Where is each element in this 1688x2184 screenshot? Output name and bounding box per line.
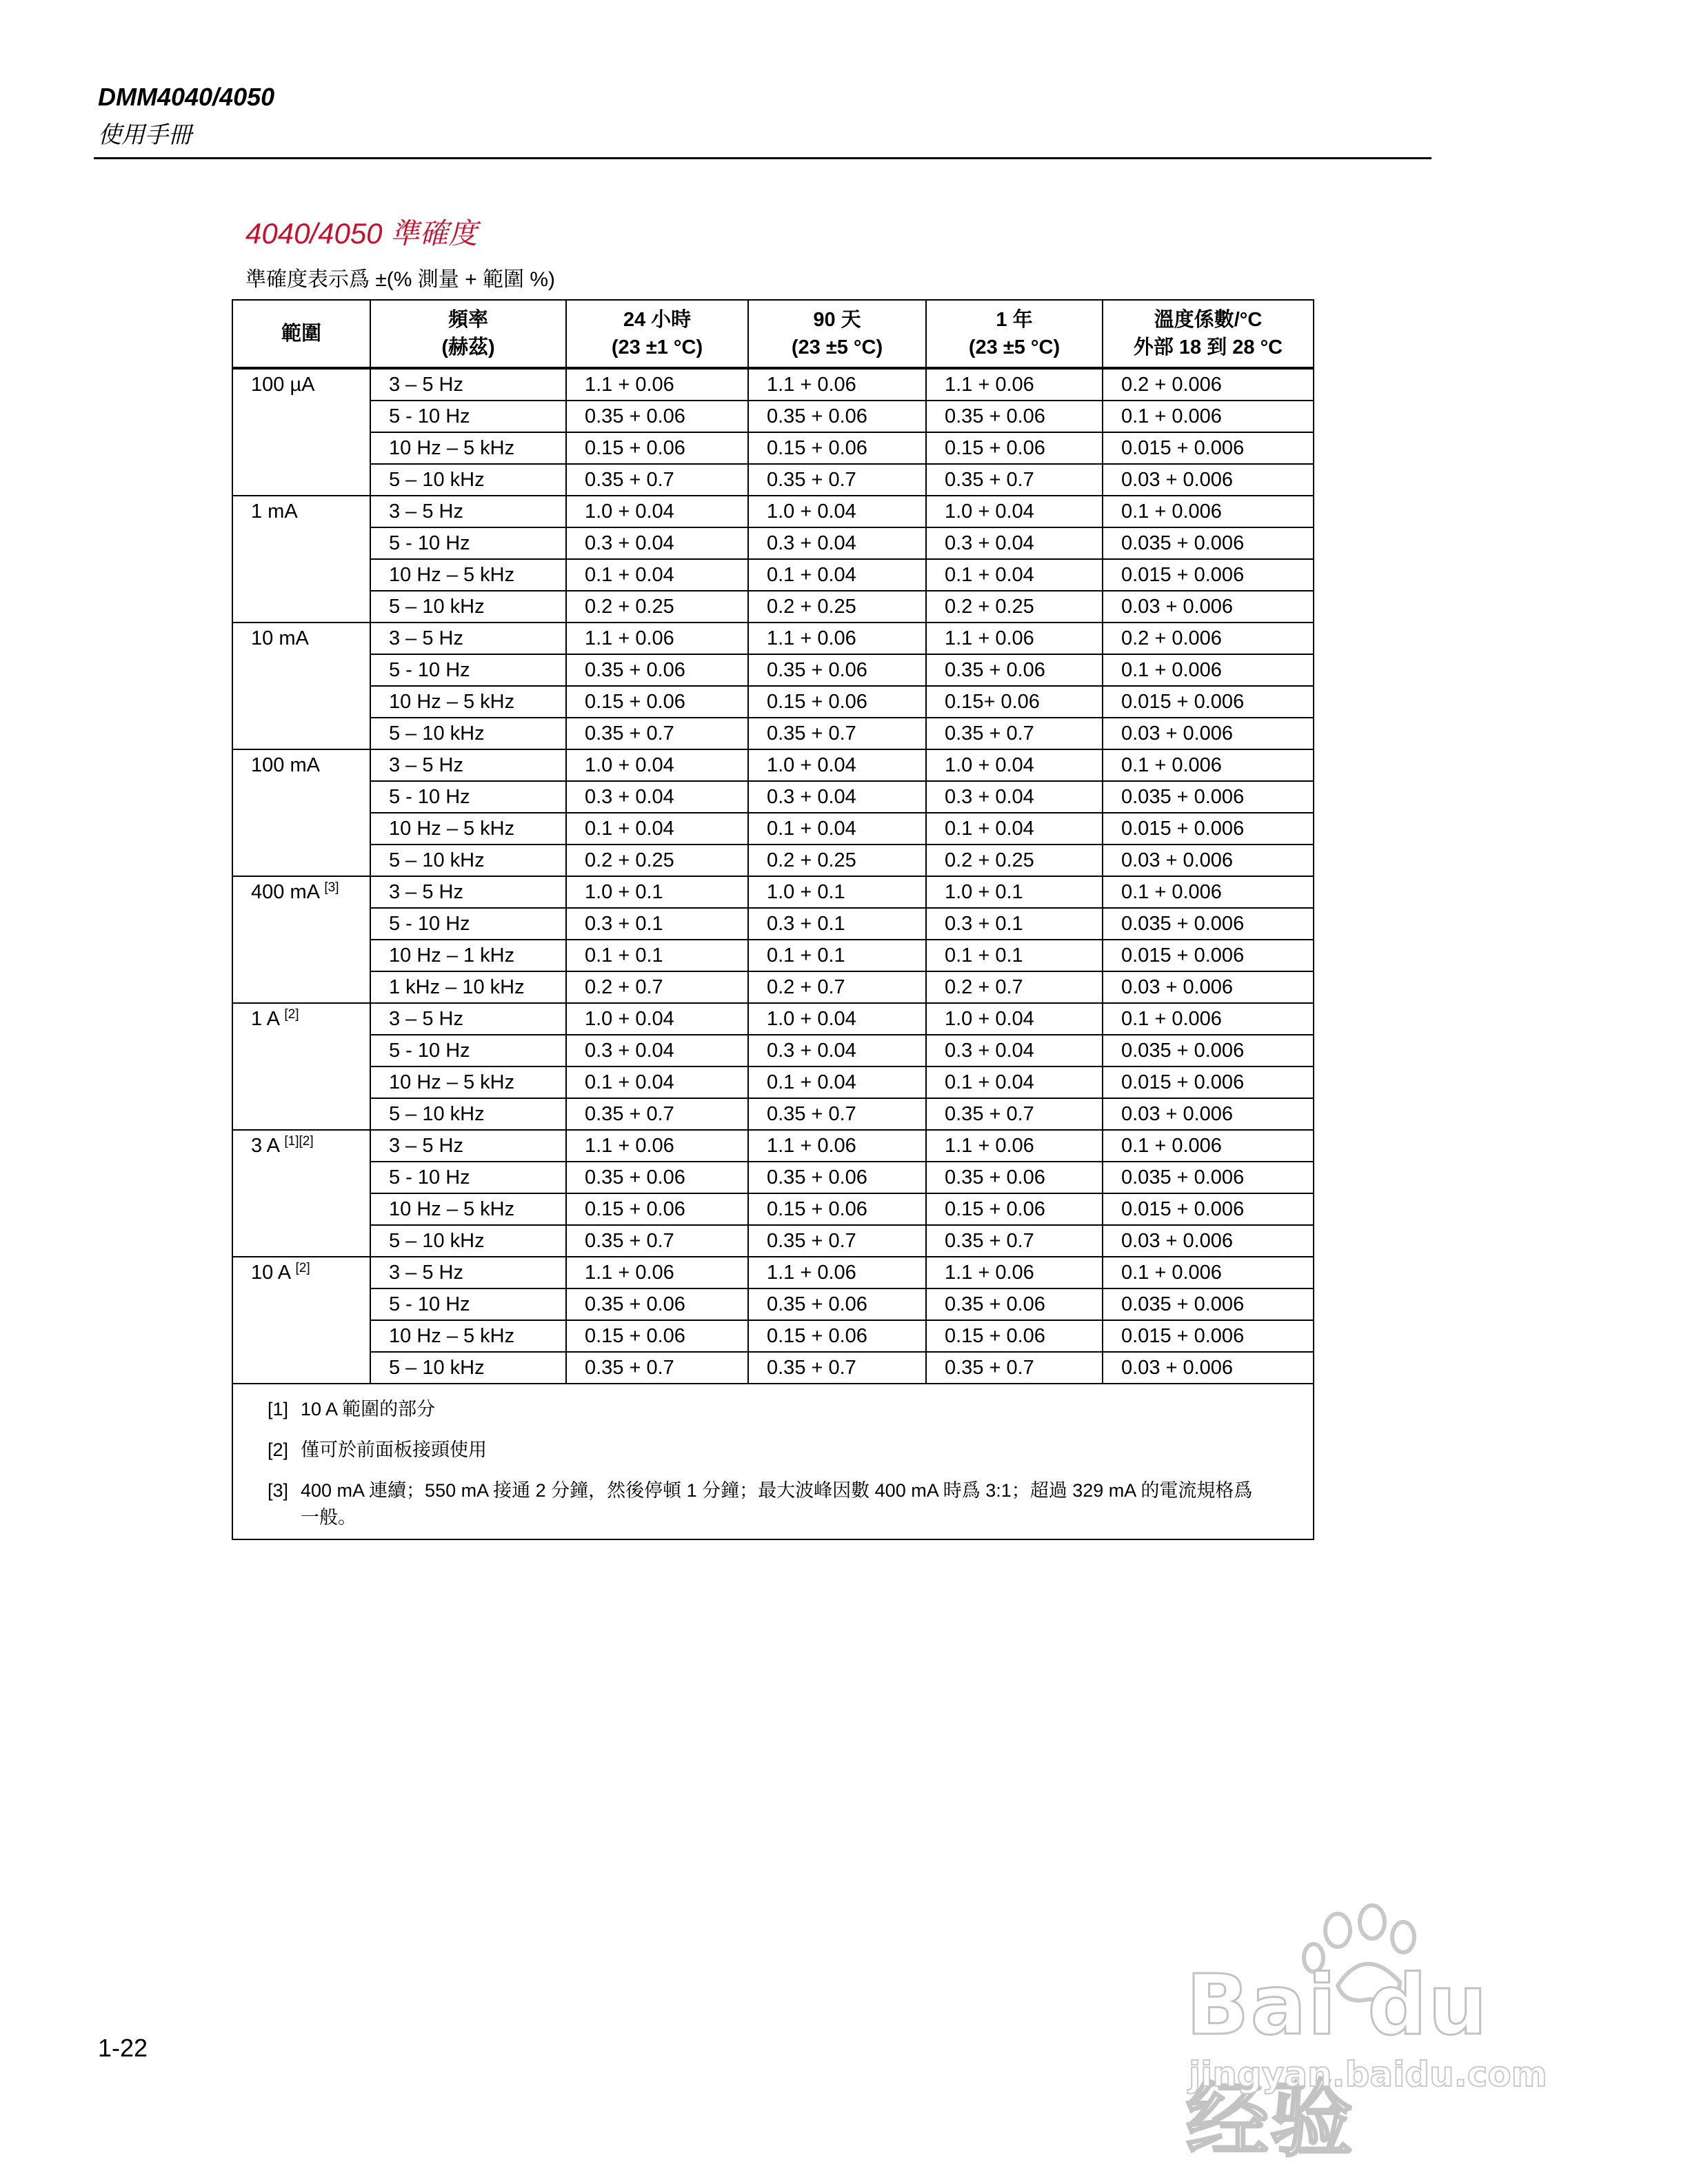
table-row [232, 496, 1314, 527]
header-temp-coefficient: 溫度係數/°C 外部 18 到 28 °C [1103, 300, 1314, 368]
table-row [232, 1162, 1314, 1193]
24-hour-cell: 1.0 + 0.04 [566, 749, 748, 781]
temp-coefficient-cell: 0.015 + 0.006 [1103, 813, 1314, 845]
1-year-cell: 0.35 + 0.7 [926, 1352, 1103, 1384]
frequency-cell: 10 Hz – 5 kHz [370, 559, 566, 591]
table-row [232, 401, 1314, 432]
temp-coefficient-cell: 0.015 + 0.006 [1103, 1066, 1314, 1098]
24-hour-cell: 0.35 + 0.06 [566, 401, 748, 432]
90-day-cell: 1.0 + 0.04 [748, 749, 926, 781]
90-day-cell: 1.0 + 0.04 [748, 496, 926, 527]
temp-coefficient-cell: 0.03 + 0.006 [1103, 845, 1314, 876]
90-day-cell: 0.1 + 0.04 [748, 1066, 926, 1098]
90-day-cell: 0.35 + 0.06 [748, 1288, 926, 1320]
table-row [232, 368, 1314, 401]
frequency-cell: 5 – 10 kHz [370, 591, 566, 623]
range-cell [232, 749, 370, 876]
range-cell [232, 1003, 370, 1130]
frequency-cell: 3 – 5 Hz [370, 876, 566, 908]
90-day-cell: 0.1 + 0.04 [748, 813, 926, 845]
90-day-cell: 0.35 + 0.7 [748, 464, 926, 496]
1-year-cell: 1.0 + 0.04 [926, 496, 1103, 527]
frequency-cell: 3 – 5 Hz [370, 1257, 566, 1288]
table-row [232, 1257, 1314, 1288]
1-year-cell: 1.1 + 0.06 [926, 1130, 1103, 1162]
frequency-cell: 5 - 10 Hz [370, 781, 566, 813]
temp-coefficient-cell: 0.03 + 0.006 [1103, 1225, 1314, 1257]
24-hour-cell: 0.35 + 0.06 [566, 1162, 748, 1193]
90-day-cell: 0.15 + 0.06 [748, 432, 926, 464]
24-hour-cell: 0.1 + 0.1 [566, 940, 748, 971]
frequency-cell: 5 - 10 Hz [370, 527, 566, 559]
90-day-cell: 0.1 + 0.1 [748, 940, 926, 971]
temp-coefficient-cell: 0.035 + 0.006 [1103, 1035, 1314, 1066]
temp-coefficient-cell: 0.015 + 0.006 [1103, 1320, 1314, 1352]
temp-coefficient-cell: 0.03 + 0.006 [1103, 971, 1314, 1003]
24-hour-cell: 0.35 + 0.06 [566, 654, 748, 686]
footnote-3: [3] 400 mA 連續；550 mA 接通 2 分鐘，然後停頓 1 分鐘；最大波峰因數 400 mA 時爲 3:1；超過 329 mA 的電流規格爲 一般。 [268, 1480, 1253, 1528]
24-hour-cell: 1.1 + 0.06 [566, 623, 748, 654]
frequency-cell: 5 – 10 kHz [370, 1352, 566, 1384]
range-label: 10 A [251, 1262, 290, 1284]
watermark-brand: Bai du 经验 [1186, 1958, 1489, 2168]
1-year-cell: 0.35 + 0.7 [926, 1225, 1103, 1257]
90-day-cell: 0.35 + 0.7 [748, 1098, 926, 1130]
table-row [232, 781, 1314, 813]
24-hour-cell: 1.1 + 0.06 [566, 1257, 748, 1288]
frequency-cell: 3 – 5 Hz [370, 1130, 566, 1162]
range-cell [232, 368, 370, 496]
range-label: 100 µA [251, 374, 315, 396]
range-label: 1 A [251, 1008, 279, 1030]
1-year-cell: 0.35 + 0.7 [926, 718, 1103, 749]
table-row [232, 591, 1314, 623]
table-row [232, 464, 1314, 496]
1-year-cell: 1.0 + 0.04 [926, 1003, 1103, 1035]
24-hour-cell: 0.1 + 0.04 [566, 813, 748, 845]
1-year-cell: 0.15 + 0.06 [926, 1320, 1103, 1352]
accuracy-note: 準確度表示爲 ±(% 測量 + 範圍 %) [245, 268, 555, 291]
frequency-cell: 3 – 5 Hz [370, 1003, 566, 1035]
range-cell [232, 496, 370, 623]
table-row [232, 527, 1314, 559]
table-row [232, 1003, 1314, 1035]
24-hour-cell: 0.2 + 0.25 [566, 591, 748, 623]
temp-coefficient-cell: 0.2 + 0.006 [1103, 623, 1314, 654]
temp-coefficient-cell: 0.03 + 0.006 [1103, 718, 1314, 749]
24-hour-cell: 0.15 + 0.06 [566, 1320, 748, 1352]
1-year-cell: 0.35 + 0.06 [926, 1288, 1103, 1320]
1-year-cell: 1.0 + 0.04 [926, 749, 1103, 781]
table-row [232, 1066, 1314, 1098]
table-row [232, 1320, 1314, 1352]
90-day-cell: 1.0 + 0.04 [748, 1003, 926, 1035]
temp-coefficient-cell: 0.1 + 0.006 [1103, 1257, 1314, 1288]
1-year-cell: 0.35 + 0.06 [926, 1162, 1103, 1193]
temp-coefficient-cell: 0.03 + 0.006 [1103, 1352, 1314, 1384]
temp-coefficient-cell: 0.1 + 0.006 [1103, 1003, 1314, 1035]
1-year-cell: 0.35 + 0.7 [926, 1098, 1103, 1130]
1-year-cell: 0.1 + 0.04 [926, 559, 1103, 591]
temp-coefficient-cell: 0.1 + 0.006 [1103, 654, 1314, 686]
table-row [232, 1225, 1314, 1257]
temp-coefficient-cell: 0.1 + 0.006 [1103, 876, 1314, 908]
accuracy-table [232, 299, 1314, 1540]
footnote-2: [2] 僅可於前面板接頭使用 [268, 1439, 487, 1460]
24-hour-cell: 0.35 + 0.7 [566, 1225, 748, 1257]
document-subtitle: 使用手冊 [98, 122, 192, 148]
24-hour-cell: 0.35 + 0.7 [566, 464, 748, 496]
footnote-reference: [3] [324, 880, 339, 895]
frequency-cell: 10 Hz – 5 kHz [370, 1193, 566, 1225]
24-hour-cell: 0.2 + 0.7 [566, 971, 748, 1003]
frequency-cell: 3 – 5 Hz [370, 623, 566, 654]
24-hour-cell: 0.35 + 0.7 [566, 718, 748, 749]
range-cell [232, 876, 370, 1003]
header-90-day: 90 天 (23 ±5 °C) [748, 300, 926, 368]
watermark-url: jingyan.baidu.com [1189, 2054, 1547, 2094]
1-year-cell: 0.2 + 0.25 [926, 591, 1103, 623]
range-cell [232, 1257, 370, 1384]
table-row [232, 718, 1314, 749]
range-cell [232, 1130, 370, 1257]
table-row [232, 432, 1314, 464]
1-year-cell: 0.3 + 0.1 [926, 908, 1103, 940]
90-day-cell: 0.15 + 0.06 [748, 686, 926, 718]
90-day-cell: 0.35 + 0.7 [748, 718, 926, 749]
24-hour-cell: 0.2 + 0.25 [566, 845, 748, 876]
24-hour-cell: 0.15 + 0.06 [566, 1193, 748, 1225]
footnote-reference: [2] [295, 1261, 310, 1275]
1-year-cell: 0.35 + 0.06 [926, 401, 1103, 432]
frequency-cell: 5 - 10 Hz [370, 1035, 566, 1066]
baidu-watermark [1186, 1903, 1572, 2168]
frequency-cell: 10 Hz – 5 kHz [370, 432, 566, 464]
range-label: 1 mA [251, 501, 298, 523]
table-row [232, 686, 1314, 718]
1-year-cell: 0.35 + 0.06 [926, 654, 1103, 686]
header-frequency: 頻率 (赫茲) [370, 300, 566, 368]
table-row [232, 1193, 1314, 1225]
24-hour-cell: 0.1 + 0.04 [566, 559, 748, 591]
1-year-cell: 0.35 + 0.7 [926, 464, 1103, 496]
temp-coefficient-cell: 0.1 + 0.006 [1103, 496, 1314, 527]
temp-coefficient-cell: 0.015 + 0.006 [1103, 559, 1314, 591]
1-year-cell: 0.3 + 0.04 [926, 1035, 1103, 1066]
frequency-cell: 10 Hz – 1 kHz [370, 940, 566, 971]
1-year-cell: 0.15+ 0.06 [926, 686, 1103, 718]
24-hour-cell: 0.3 + 0.04 [566, 781, 748, 813]
24-hour-cell: 0.15 + 0.06 [566, 686, 748, 718]
temp-coefficient-cell: 0.03 + 0.006 [1103, 464, 1314, 496]
90-day-cell: 0.2 + 0.7 [748, 971, 926, 1003]
page-number: 1-22 [98, 2034, 148, 2062]
1-year-cell: 0.15 + 0.06 [926, 432, 1103, 464]
table-row [232, 908, 1314, 940]
frequency-cell: 3 – 5 Hz [370, 749, 566, 781]
1-year-cell: 0.1 + 0.04 [926, 813, 1103, 845]
range-label: 400 mA [251, 881, 319, 903]
frequency-cell: 3 – 5 Hz [370, 496, 566, 527]
24-hour-cell: 0.1 + 0.04 [566, 1066, 748, 1098]
frequency-cell: 5 – 10 kHz [370, 718, 566, 749]
temp-coefficient-cell: 0.015 + 0.006 [1103, 432, 1314, 464]
footnote-row [232, 1384, 1314, 1539]
frequency-cell: 10 Hz – 5 kHz [370, 1066, 566, 1098]
temp-coefficient-cell: 0.015 + 0.006 [1103, 686, 1314, 718]
table-row [232, 813, 1314, 845]
frequency-cell: 5 - 10 Hz [370, 401, 566, 432]
temp-coefficient-cell: 0.03 + 0.006 [1103, 591, 1314, 623]
temp-coefficient-cell: 0.035 + 0.006 [1103, 908, 1314, 940]
90-day-cell: 0.35 + 0.7 [748, 1352, 926, 1384]
90-day-cell: 0.15 + 0.06 [748, 1193, 926, 1225]
24-hour-cell: 1.1 + 0.06 [566, 368, 748, 401]
table-row [232, 1130, 1314, 1162]
table-footnotes [232, 1384, 1314, 1539]
footnote-reference: [2] [284, 1007, 299, 1022]
table-body [232, 368, 1314, 1384]
90-day-cell: 0.3 + 0.04 [748, 527, 926, 559]
1-year-cell: 1.1 + 0.06 [926, 623, 1103, 654]
24-hour-cell: 0.3 + 0.04 [566, 1035, 748, 1066]
1-year-cell: 0.15 + 0.06 [926, 1193, 1103, 1225]
frequency-cell: 10 Hz – 5 kHz [370, 813, 566, 845]
frequency-cell: 5 - 10 Hz [370, 654, 566, 686]
temp-coefficient-cell: 0.2 + 0.006 [1103, 368, 1314, 401]
table-row [232, 971, 1314, 1003]
header-divider [94, 157, 1431, 159]
temp-coefficient-cell: 0.1 + 0.006 [1103, 1130, 1314, 1162]
frequency-cell: 1 kHz – 10 kHz [370, 971, 566, 1003]
table-row [232, 1098, 1314, 1130]
range-cell [232, 623, 370, 749]
document-title: DMM4040/4050 [98, 83, 275, 111]
table-header [232, 300, 1314, 368]
header-row [232, 300, 1314, 368]
temp-coefficient-cell: 0.015 + 0.006 [1103, 1193, 1314, 1225]
table-row [232, 1035, 1314, 1066]
1-year-cell: 0.1 + 0.1 [926, 940, 1103, 971]
header-24-hour: 24 小時 (23 ±1 °C) [566, 300, 748, 368]
24-hour-cell: 1.0 + 0.1 [566, 876, 748, 908]
1-year-cell: 0.2 + 0.7 [926, 971, 1103, 1003]
temp-coefficient-cell: 0.03 + 0.006 [1103, 1098, 1314, 1130]
1-year-cell: 0.3 + 0.04 [926, 527, 1103, 559]
90-day-cell: 0.2 + 0.25 [748, 591, 926, 623]
90-day-cell: 0.3 + 0.04 [748, 781, 926, 813]
90-day-cell: 1.1 + 0.06 [748, 368, 926, 401]
table-row [232, 1288, 1314, 1320]
frequency-cell: 10 Hz – 5 kHz [370, 1320, 566, 1352]
table-row [232, 749, 1314, 781]
temp-coefficient-cell: 0.035 + 0.006 [1103, 1162, 1314, 1193]
24-hour-cell: 0.35 + 0.7 [566, 1098, 748, 1130]
frequency-cell: 5 - 10 Hz [370, 908, 566, 940]
footnote-1: [1] 10 A 範圍的部分 [268, 1399, 436, 1419]
1-year-cell: 0.1 + 0.04 [926, 1066, 1103, 1098]
90-day-cell: 0.35 + 0.06 [748, 401, 926, 432]
table-row [232, 876, 1314, 908]
footnotes-cell [232, 1384, 1314, 1539]
90-day-cell: 1.0 + 0.1 [748, 876, 926, 908]
temp-coefficient-cell: 0.1 + 0.006 [1103, 749, 1314, 781]
1-year-cell: 1.1 + 0.06 [926, 368, 1103, 401]
24-hour-cell: 0.35 + 0.06 [566, 1288, 748, 1320]
footnote-reference: [1][2] [284, 1134, 314, 1149]
90-day-cell: 1.1 + 0.06 [748, 623, 926, 654]
frequency-cell: 5 – 10 kHz [370, 845, 566, 876]
table-row [232, 940, 1314, 971]
frequency-cell: 10 Hz – 5 kHz [370, 686, 566, 718]
90-day-cell: 0.2 + 0.25 [748, 845, 926, 876]
frequency-cell: 5 – 10 kHz [370, 1098, 566, 1130]
table-row [232, 559, 1314, 591]
24-hour-cell: 1.0 + 0.04 [566, 1003, 748, 1035]
temp-coefficient-cell: 0.035 + 0.006 [1103, 527, 1314, 559]
frequency-cell: 5 - 10 Hz [370, 1288, 566, 1320]
temp-coefficient-cell: 0.035 + 0.006 [1103, 781, 1314, 813]
range-label: 10 mA [251, 627, 309, 649]
90-day-cell: 1.1 + 0.06 [748, 1257, 926, 1288]
24-hour-cell: 0.35 + 0.7 [566, 1352, 748, 1384]
temp-coefficient-cell: 0.035 + 0.006 [1103, 1288, 1314, 1320]
range-label: 3 A [251, 1135, 279, 1157]
90-day-cell: 1.1 + 0.06 [748, 1130, 926, 1162]
header-range: 範圍 [232, 300, 370, 368]
1-year-cell: 1.1 + 0.06 [926, 1257, 1103, 1288]
90-day-cell: 0.35 + 0.7 [748, 1225, 926, 1257]
90-day-cell: 0.35 + 0.06 [748, 654, 926, 686]
90-day-cell: 0.1 + 0.04 [748, 559, 926, 591]
24-hour-cell: 0.15 + 0.06 [566, 432, 748, 464]
90-day-cell: 0.3 + 0.04 [748, 1035, 926, 1066]
24-hour-cell: 1.0 + 0.04 [566, 496, 748, 527]
90-day-cell: 0.35 + 0.06 [748, 1162, 926, 1193]
1-year-cell: 0.3 + 0.04 [926, 781, 1103, 813]
table-row [232, 1352, 1314, 1384]
24-hour-cell: 0.3 + 0.04 [566, 527, 748, 559]
range-label: 100 mA [251, 754, 320, 776]
24-hour-cell: 0.3 + 0.1 [566, 908, 748, 940]
1-year-cell: 1.0 + 0.1 [926, 876, 1103, 908]
1-year-cell: 0.2 + 0.25 [926, 845, 1103, 876]
frequency-cell: 5 - 10 Hz [370, 1162, 566, 1193]
temp-coefficient-cell: 0.1 + 0.006 [1103, 401, 1314, 432]
frequency-cell: 5 – 10 kHz [370, 1225, 566, 1257]
table-row [232, 623, 1314, 654]
header-1-year: 1 年 (23 ±5 °C) [926, 300, 1103, 368]
section-title: 4040/4050 準確度 [245, 217, 478, 250]
table-row [232, 654, 1314, 686]
table-row [232, 845, 1314, 876]
temp-coefficient-cell: 0.015 + 0.006 [1103, 940, 1314, 971]
90-day-cell: 0.15 + 0.06 [748, 1320, 926, 1352]
24-hour-cell: 1.1 + 0.06 [566, 1130, 748, 1162]
frequency-cell: 3 – 5 Hz [370, 368, 566, 401]
90-day-cell: 0.3 + 0.1 [748, 908, 926, 940]
frequency-cell: 5 – 10 kHz [370, 464, 566, 496]
